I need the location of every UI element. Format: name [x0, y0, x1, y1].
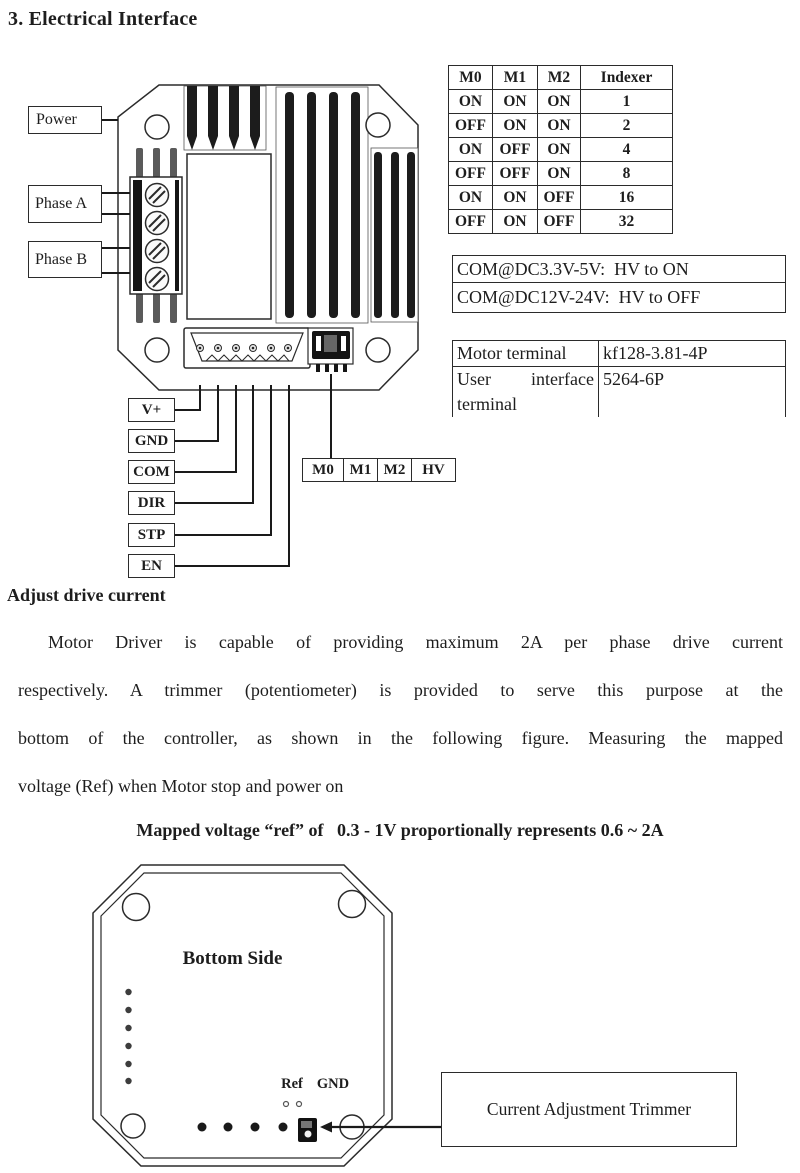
subsection-title: Adjust drive current: [7, 585, 166, 605]
indexer-cell: ON: [538, 90, 581, 114]
pin-label-dir: DIR: [128, 491, 175, 515]
pin-label-gnd: GND: [128, 429, 175, 453]
six-pin-connector: [184, 328, 310, 368]
wire-dir: [175, 385, 253, 503]
table-row: [449, 138, 673, 162]
screw-terminal-block: [130, 148, 182, 323]
pcb-area: [187, 154, 271, 319]
indexer-cell: OFF: [493, 138, 538, 162]
indexer-cell: OFF: [493, 162, 538, 186]
terminal-value: 5264-6P: [603, 369, 665, 389]
indexer-cell: ON: [449, 90, 493, 114]
terminal-table: [452, 340, 786, 417]
table-row: [453, 256, 786, 283]
indexer-header-m2: M2: [538, 66, 581, 90]
indexer-table: [448, 65, 673, 234]
terminal-name: User interface terminal: [453, 367, 599, 418]
body-paragraph-line: respectively. A trimmer (potentiometer) is provided to serve this purpose at the: [18, 680, 783, 700]
current-trimmer: [298, 1118, 317, 1142]
power-label-box: Power: [28, 106, 102, 134]
mode-pin-label-hv: HV: [411, 459, 455, 481]
com-levels-table: [452, 255, 786, 313]
mounting-hole: [339, 891, 366, 918]
mounting-hole: [366, 338, 390, 362]
indexer-cell: 16: [581, 186, 673, 210]
mounting-hole: [121, 1114, 145, 1138]
pin-label-stp: STP: [128, 523, 175, 547]
body-paragraph-line: Motor Driver is capable of providing maximum 2A per phase drive current: [48, 632, 783, 652]
trimmer-callout-box: Current Adjustment Trimmer: [441, 1072, 737, 1147]
pin-label-vplus: V+: [128, 398, 175, 422]
indexer-cell: ON: [449, 138, 493, 162]
indexer-cell: 1: [581, 90, 673, 114]
indexer-cell: 4: [581, 138, 673, 162]
table-row: [449, 114, 673, 138]
indexer-header-m1: M1: [493, 66, 538, 90]
table-row: [453, 341, 786, 367]
terminal-name: Motor terminal: [453, 341, 599, 367]
indexer-cell: ON: [493, 210, 538, 234]
indexer-cell: OFF: [449, 210, 493, 234]
section-title: 3. Electrical Interface: [8, 8, 198, 30]
indexer-cell: OFF: [538, 186, 581, 210]
terminal-value: kf128-3.81-4P: [599, 341, 786, 367]
gnd-label: GND: [316, 1076, 350, 1092]
table-row: [449, 162, 673, 186]
bottom-side-label: Bottom Side: [182, 948, 283, 969]
table-row: [449, 186, 673, 210]
driver-bottom-view-drawing: [93, 865, 441, 1166]
indexer-cell: ON: [493, 90, 538, 114]
indexer-header-m0: M0: [449, 66, 493, 90]
com-level-cell: COM@DC3.3V-5V: HV to ON: [453, 256, 786, 283]
table-row: [453, 283, 786, 313]
table-row: [449, 90, 673, 114]
pin-label-en: EN: [128, 554, 175, 578]
indexer-cell: 8: [581, 162, 673, 186]
phase-b-label-box: Phase B: [28, 241, 102, 278]
body-paragraph-line: bottom of the controller, as shown in the following figure. Measuring the mapped: [18, 728, 783, 748]
heatsink-fins-top: [184, 86, 266, 150]
table-row: [453, 367, 786, 418]
table-header-row: [449, 66, 673, 90]
wire-gnd: [175, 385, 218, 441]
ref-label: Ref: [281, 1076, 303, 1092]
indexer-header-indexer: Indexer: [581, 66, 673, 90]
indexer-cell: OFF: [538, 210, 581, 234]
pin-label-com: COM: [128, 460, 175, 484]
mounting-hole: [123, 894, 150, 921]
phase-a-label-box: Phase A: [28, 185, 102, 223]
indexer-cell: 2: [581, 114, 673, 138]
indexer-cell: ON: [493, 114, 538, 138]
body-paragraph-line: voltage (Ref) when Motor stop and power on: [18, 776, 344, 796]
indexer-cell: ON: [493, 186, 538, 210]
indexer-cell: ON: [538, 138, 581, 162]
indexer-cell: ON: [449, 186, 493, 210]
mapped-voltage-note: Mapped voltage “ref” of 0.3 - 1V proportionally represents 0.6 ~ 2A: [136, 820, 664, 840]
com-level-cell: COM@DC12V-24V: HV to OFF: [453, 283, 786, 313]
indexer-cell: OFF: [449, 162, 493, 186]
mounting-hole: [145, 338, 169, 362]
wire-com: [175, 385, 236, 472]
mounting-hole: [366, 113, 390, 137]
indexer-cell: 32: [581, 210, 673, 234]
mounting-hole: [145, 115, 169, 139]
table-row: [449, 210, 673, 234]
wire-stp: [175, 385, 271, 535]
mode-pin-label-m1: M1: [343, 459, 377, 481]
mode-pin-label-row: [302, 458, 456, 482]
indexer-cell: ON: [538, 114, 581, 138]
indexer-cell: OFF: [449, 114, 493, 138]
indexer-cell: ON: [538, 162, 581, 186]
mode-pin-label-m2: M2: [377, 459, 411, 481]
mode-pin-label-m0: M0: [312, 461, 334, 478]
